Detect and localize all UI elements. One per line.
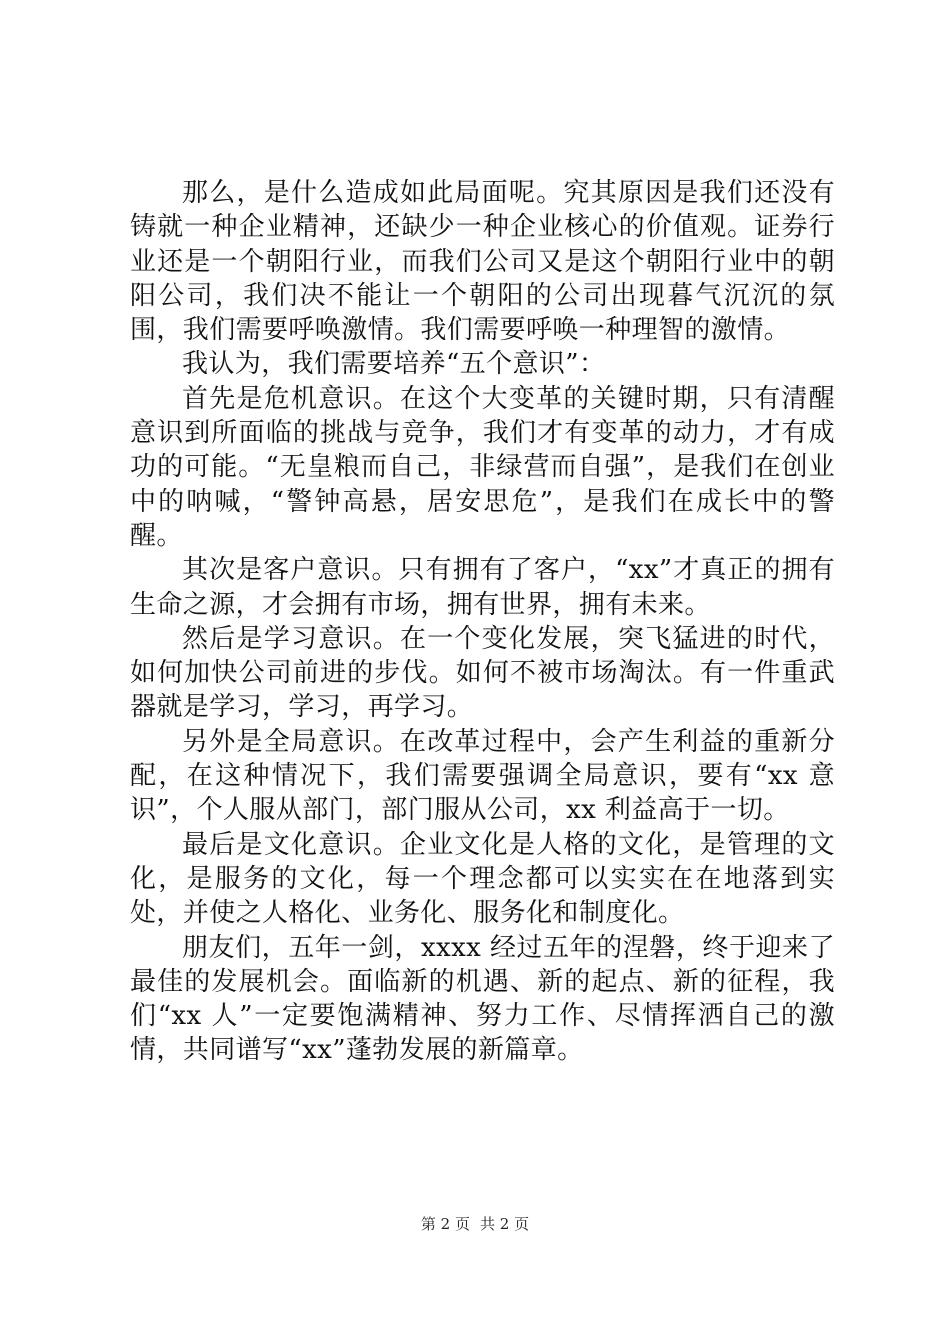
paragraph: 另外是全局意识。在改革过程中，会产生利益的重新分配，在这种情况下，我们需要强调全局意识，要有“xx 意识”，个人服从部门，部门服从公司，xx 利益高于一切。 [130, 726, 835, 826]
paragraph: 其次是客户意识。只有拥有了客户，“xx”才真正的拥有生命之源，才会拥有市场，拥有世界，拥有未来。 [130, 555, 835, 620]
page-number: 第 2 页 [420, 1215, 470, 1233]
total-pages: 共 2 页 [480, 1215, 530, 1233]
paragraph: 最后是文化意识。企业文化是人格的文化，是管理的文化，是服务的文化，每一个理念都可以实实在在地落到实处，并使之人格化、业务化、服务化和制度化。 [130, 829, 835, 929]
document-body [130, 176, 835, 1068]
paragraph: 那么，是什么造成如此局面呢。究其原因是我们还没有铸就一种企业精神，还缺少一种企业核心的价值观。证券行业还是一个朝阳行业，而我们公司又是这个朝阳行业中的朝阳公司，我们决不能让一个朝阳的公司出现暮气沉沉的氛围，我们需要呼唤激情。我们需要呼唤一种理智的激情。 [130, 178, 835, 346]
paragraph: 然后是学习意识。在一个变化发展，突飞猛进的时代，如何加快公司前进的步伐。如何不被市场淘汰。有一件重武器就是学习，学习，再学习。 [130, 623, 835, 723]
paragraph: 我认为，我们需要培养“五个意识”： [182, 349, 606, 380]
paragraph: 首先是危机意识。在这个大变革的关键时期，只有清醒意识到所面临的挑战与竞争，我们才有变革的动力，才有成功的可能。“无皇粮而自己，非绿营而自强”，是我们在创业中的呐喊，“警钟高悬，居安思危”，是我们在成长中的警醒。 [130, 383, 835, 551]
paragraph: 朋友们，五年一剑，xxxx 经过五年的涅磐，终于迎来了最佳的发展机会。面临新的机遇、新的起点、新的征程，我们“xx 人”一定要饱满精神、努力工作、尽情挥洒自己的激情，共同谱写“xx”蓬勃发展的新篇章。 [130, 932, 835, 1066]
page-footer [0, 1214, 950, 1234]
